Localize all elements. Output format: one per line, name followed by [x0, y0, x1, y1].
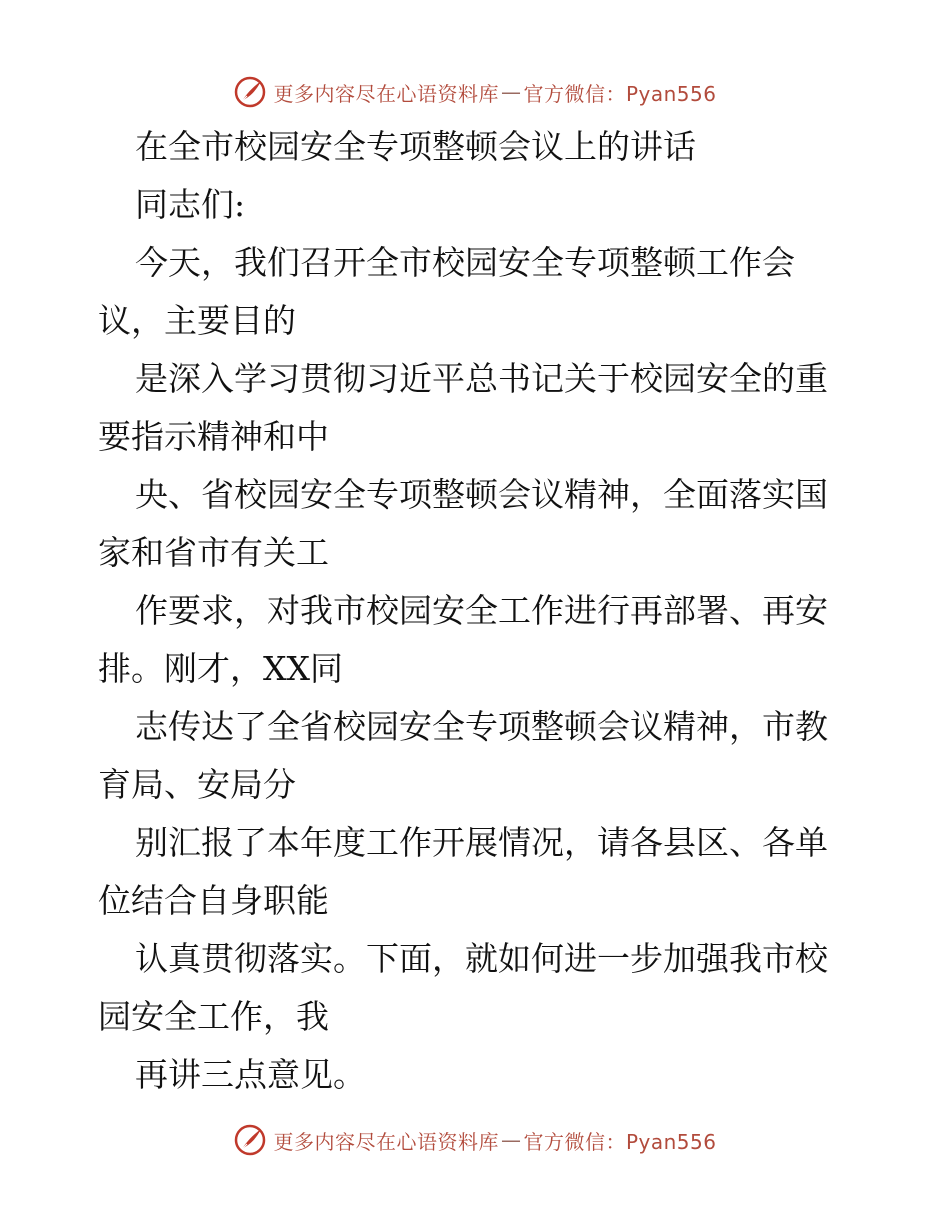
document-title: 在全市校园安全专项整顿会议上的讲话 [135, 127, 696, 166]
watermark-contact: 官方微信：Pyan556 [523, 1129, 717, 1154]
text-line: 央、省校园安全专项整顿会议精神，全面落实国 [135, 475, 828, 514]
text-line: 育局、安局分 [98, 765, 296, 804]
text-line: 议，主要目的 [98, 301, 296, 340]
watermark-separator: — [500, 1128, 522, 1152]
document-body [98, 118, 858, 1104]
watermark-separator: — [500, 80, 522, 104]
text-line: 今天，我们召开全市校园安全专项整顿工作会 [135, 243, 795, 282]
watermark-text: 更多内容尽在心语资料库 [273, 1129, 499, 1154]
text-line: 位结合自身职能 [98, 881, 329, 920]
text-line: 园安全工作，我 [98, 997, 329, 1036]
quill-logo-icon [233, 1123, 267, 1157]
watermark-header [0, 72, 950, 112]
text-line: 家和省市有关工 [98, 533, 329, 572]
text-line: 认真贯彻落实。下面，就如何进一步加强我市校 [135, 939, 828, 978]
text-line: 是深入学习贯彻习近平总书记关于校园安全的重 [135, 359, 828, 398]
watermark-footer [0, 1120, 950, 1160]
text-line: 再讲三点意见。 [135, 1055, 366, 1094]
watermark-contact: 官方微信：Pyan556 [523, 81, 717, 106]
text-line: 同志们: [135, 185, 246, 224]
text-line: 志传达了全省校园安全专项整顿会议精神，市教 [135, 707, 828, 746]
text-line: 作要求，对我市校园安全工作进行再部署、再安 [135, 591, 828, 630]
text-line: 要指示精神和中 [98, 417, 329, 456]
watermark-text: 更多内容尽在心语资料库 [273, 81, 499, 106]
text-line: 别汇报了本年度工作开展情况，请各县区、各单 [135, 823, 828, 862]
quill-logo-icon [233, 75, 267, 109]
text-line: 排。刚才，XX同 [98, 649, 343, 688]
